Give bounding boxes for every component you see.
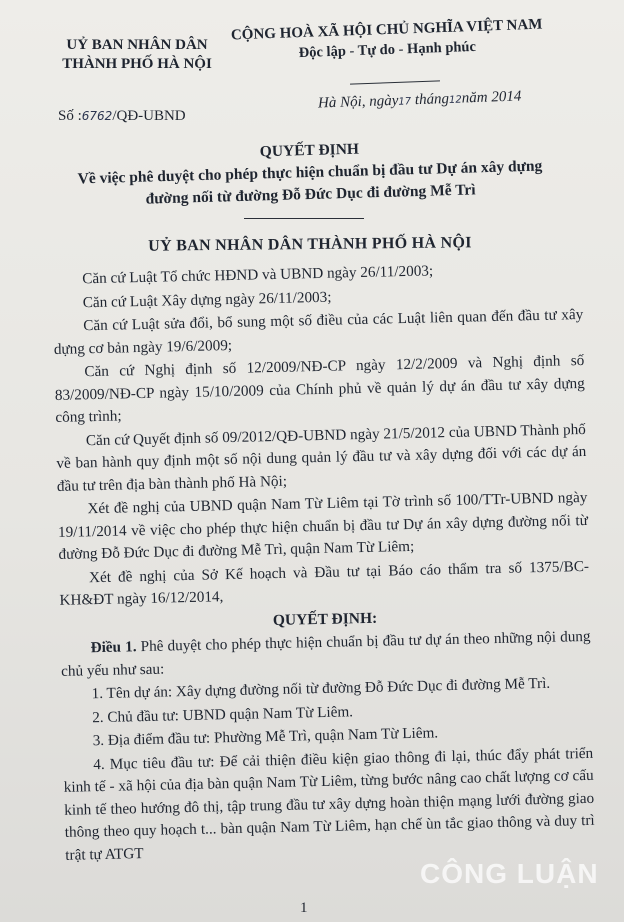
motto-underline: [350, 80, 440, 84]
date-year: năm 2014: [461, 88, 522, 107]
decision-title: [39, 132, 581, 213]
title-subject-line-2: đường nối từ đường Đỗ Đức Dục đi đường Mễ Trì: [145, 181, 476, 208]
watermark-logo: CÔNG LUẬN: [420, 858, 599, 889]
basis-paragraph: Căn cứ Luật Xây dựng ngày 26/11/2003;: [82, 288, 332, 311]
national-heading: [221, 14, 552, 65]
issuing-body: UỶ BAN NHÂN DÂN THÀNH PHỐ HÀ NỘI: [148, 234, 472, 255]
date-month-label: tháng: [410, 90, 450, 109]
reference-suffix: /QĐ-UBND: [112, 108, 186, 124]
issuer-line-2: THÀNH PHỐ HÀ NỘI: [62, 56, 212, 72]
article-1-label: Điều 1.: [90, 638, 137, 657]
basis-paragraph: Căn cứ Luật sửa đổi, bổ sung một số điều của các Luật liên quan đến đầu tư xây dựng cơ bản ngày 19/6/2009;: [53, 305, 584, 358]
basis-paragraph: Xét đề nghị của UBND quận Nam Từ Liêm tại Tờ trình số 100/TTr-UBND ngày 19/11/2014 về việc cho phép thực hiện chuẩn bị đầu tư Dự án xây dựng đường nối từ đường Đỗ Đức Dục đi đường Mễ Trì, quận Nam Từ Liêm;: [57, 488, 589, 563]
title-heading: QUYẾT ĐỊNH: [259, 140, 360, 161]
basis-paragraph: Xét đề nghị của Sở Kế hoạch và Đầu tư tại Báo cáo thẩm tra số 1375/BC-KH&ĐT ngày 16/12/2014,: [59, 557, 590, 609]
document-body: [52, 256, 595, 867]
article-item: 1. Tên dự án: Xây dựng đường nối từ đường Đỗ Đức Dục đi đường Mễ Trì.: [91, 674, 551, 703]
article-item: 4. Mục tiêu đầu tư: Để cải thiện điều kiện giao thông đi lại, thúc đẩy phát triển kinh tế - xã hội của địa bàn quận Nam Từ Liêm, từng bước nâng cao chất lượng cơ cấu kinh tế theo hướng đô thị, tập trung đầu tư xây dựng hoàn thiện mạng lưới đường giao thông theo quy hoạch t... bàn quận Nam Từ Liêm, hạn chế ùn tắc giao thông và duy trì trật tự ATGT: [63, 744, 595, 864]
republic-title: CỘNG HOÀ XÃ HỘI CHỦ NGHĨA VIỆT NAM: [230, 16, 543, 44]
reference-prefix: Số :: [58, 108, 82, 124]
issuer-line-1: UỶ BAN NHÂN DÂN: [66, 37, 208, 53]
national-motto: Độc lập - Tự do - Hạnh phúc: [298, 38, 477, 62]
title-divider: [244, 218, 364, 219]
date-month-handwritten: 12: [448, 94, 463, 106]
date-day-handwritten: 17: [398, 96, 412, 108]
article-1-text: Phê duyệt cho phép thực hiện chuẩn bị đầu tư dự án theo những nội dung chủ yếu như sau:: [60, 627, 591, 680]
article-item: 3. Địa điểm đầu tư: Phường Mễ Trì, quận Nam Từ Liêm.: [92, 724, 439, 750]
place-date: [318, 88, 522, 112]
reference-number: [58, 108, 186, 125]
basis-paragraph: Căn cứ Nghị định số 12/2009/NĐ-CP ngày 12/2/2009 và Nghị định số 83/2009/NĐ-CP ngày 15/10/2009 của Chính phủ về quản lý dự án đầu tư xây dựng công trình;: [54, 351, 585, 426]
article-item: 2. Chủ đầu tư: UBND quận Nam Từ Liêm.: [92, 702, 354, 726]
date-place: Hà Nội, ngày: [317, 92, 399, 112]
title-subject-line-1: Về việc phê duyệt cho phép thực hiện chuẩn bị đầu tư Dự án xây dựng: [77, 157, 543, 188]
basis-paragraph: Căn cứ Luật Tổ chức HĐND và UBND ngày 26/11/2003;: [82, 262, 434, 288]
basis-paragraph: Căn cứ Quyết định số 09/2012/QĐ-UBND ngày 21/5/2012 của UBND Thành phố về ban hành quy định một số nội dung quản lý đầu tư và xây dựng đối với các dự án đầu tư trên địa bàn thành phố Hà Nội;: [56, 420, 587, 495]
decision-heading: QUYẾT ĐỊNH:: [272, 609, 378, 629]
page-number: 1: [300, 900, 308, 916]
issuer-block: [52, 36, 222, 74]
reference-handwritten-number: 6762: [81, 109, 113, 123]
